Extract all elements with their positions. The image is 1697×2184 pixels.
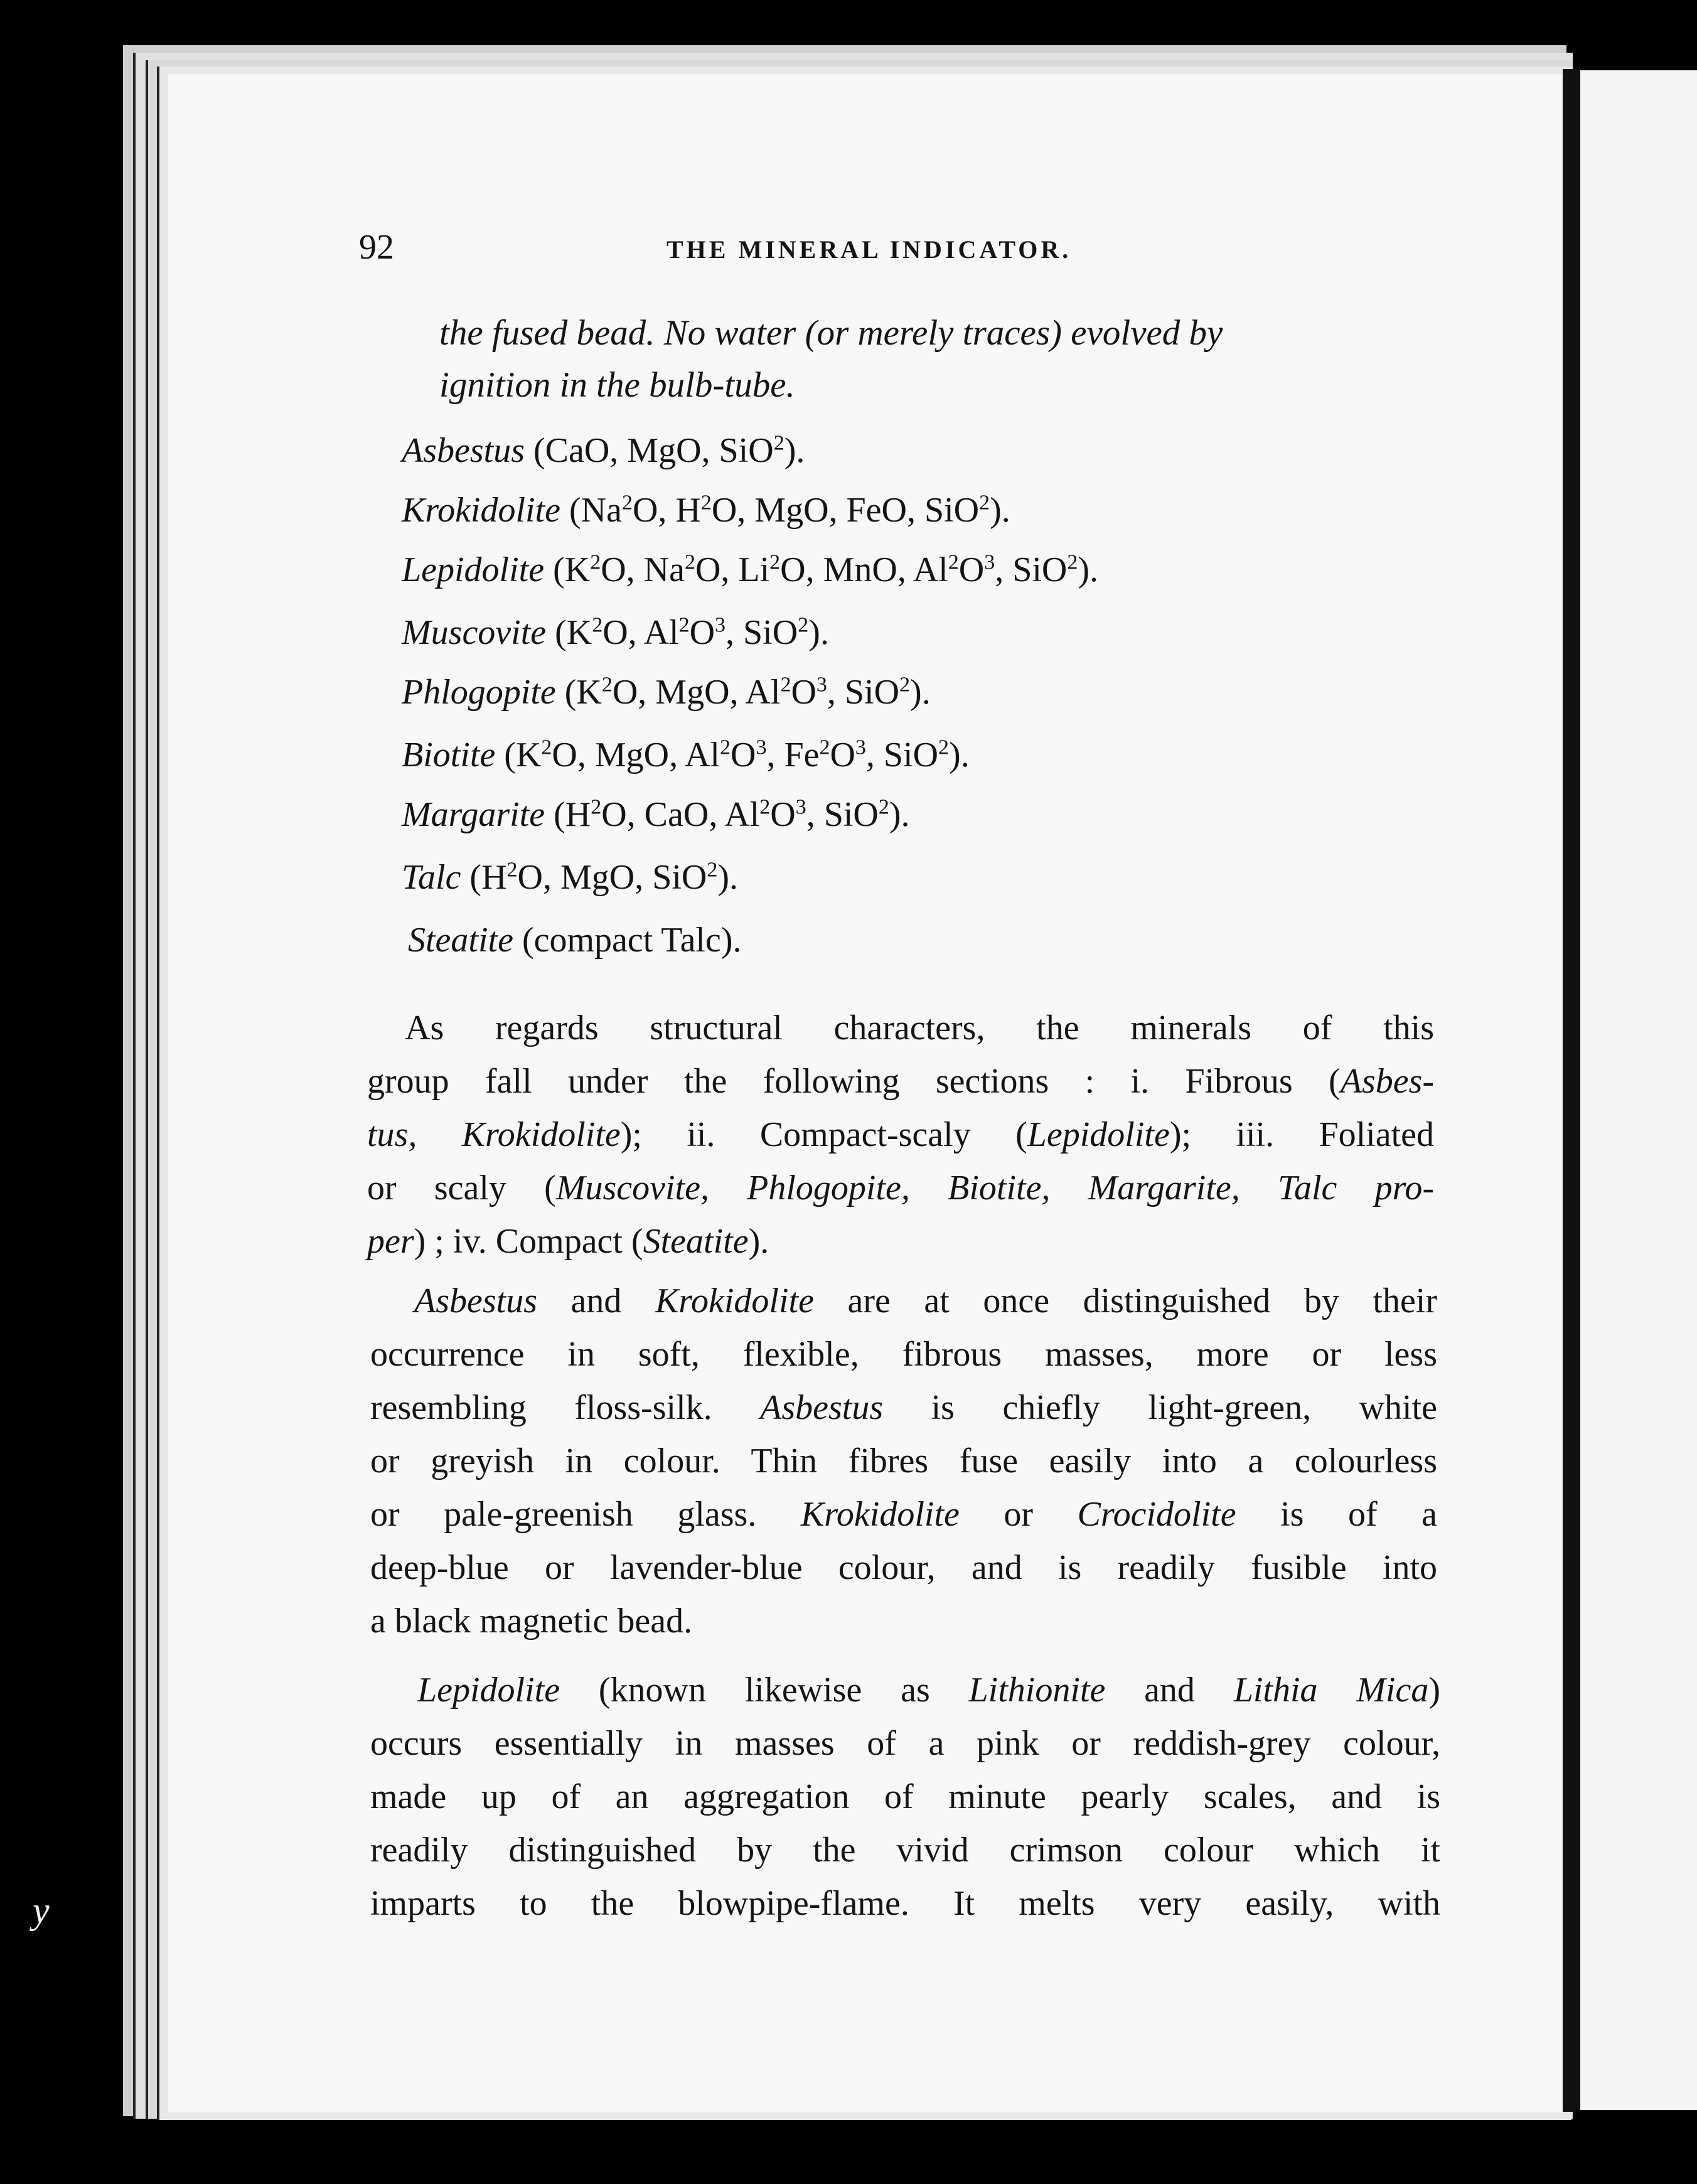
mineral-name: Biotite	[402, 736, 496, 774]
mineral-formula: (CaO, MgO, SiO$^2$).	[533, 431, 805, 470]
para1-line: As regards structural characters, the minerals of this	[405, 1009, 1434, 1047]
para1-line: tus, Krokidolite); ii. Compact-scaly (Lepidolite); iii. Foliated	[367, 1115, 1434, 1154]
para3-line: imparts to the blowpipe-flame. It melts very easily, with	[370, 1884, 1440, 1923]
mineral-formula: (compact Talc).	[522, 921, 742, 960]
para3-line: Lepidolite (known likewise as Lithionite and Lithia Mica)	[417, 1671, 1441, 1710]
mineral-entry	[402, 675, 931, 710]
mineral-name: Talc	[402, 858, 461, 897]
mineral-formula: ($H^2O$, CaO, $Al^2O^3$, SiO$^2$).	[554, 795, 910, 834]
mineral-entry	[402, 552, 1098, 587]
mineral-name: Phlogopite	[402, 673, 556, 712]
para2-line: a black magnetic bead.	[370, 1602, 693, 1641]
mineral-name: Krokidolite	[402, 491, 561, 530]
para2-line: Asbestus and Krokidolite are at once distinguished by their	[414, 1282, 1438, 1320]
para1-line: or scaly (Muscovite, Phlogopite, Biotite, Margarite, Talc pro-	[367, 1169, 1434, 1207]
intro-line: ignition in the bulb-tube.	[439, 365, 795, 405]
para2-line: or greyish in colour. Thin fibres fuse easily into a colourless	[370, 1442, 1437, 1480]
mineral-entry	[402, 797, 910, 832]
mineral-formula: ($K^2O$, Na$^2$O, Li$^2$O, MnO, $Al^2O^3$, SiO$^2$).	[553, 550, 1099, 589]
para2-line: resembling floss-silk. Asbestus is chiefly light-green, white	[370, 1388, 1437, 1427]
mineral-entry	[402, 433, 805, 468]
mineral-name: Muscovite	[402, 613, 547, 652]
running-title: THE MINERAL INDICATOR.	[666, 235, 1072, 264]
mineral-entry	[402, 860, 738, 895]
mineral-formula: ($K^2O$, $Al^2O^3$, SiO$^2$).	[555, 613, 829, 652]
mineral-name: Lepidolite	[402, 550, 545, 589]
intro-line: the fused bead. No water (or merely traces) evolved by	[439, 313, 1223, 353]
mineral-formula: ($K^2O$, MgO, $Al^2O^3$, SiO$^2$).	[564, 673, 931, 712]
facing-page	[1577, 70, 1697, 2110]
mineral-formula: ($K^2O$, MgO, $Al^2O^3$, $Fe^2O^3$, SiO$^2$).	[504, 736, 970, 774]
margin-mark: y	[33, 1890, 50, 1931]
mineral-formula: ($H^2O$, MgO, SiO$^2$).	[469, 858, 738, 897]
para2-line: deep-blue or lavender-blue colour, and is readily fusible into	[370, 1548, 1437, 1587]
mineral-name: Steatite	[408, 921, 513, 960]
para3-line: occurs essentially in masses of a pink or reddish-grey colour,	[370, 1724, 1440, 1763]
mineral-entry	[402, 493, 1010, 528]
para3-line: readily distinguished by the vivid crimson colour which it	[370, 1831, 1440, 1870]
running-head	[359, 227, 1438, 271]
para2-line: occurrence in soft, flexible, fibrous masses, more or less	[370, 1335, 1437, 1374]
mineral-formula: (Na$^2$O, $H^2O$, MgO, FeO, SiO$^2$).	[569, 491, 1010, 530]
gutter	[1563, 69, 1577, 2112]
mineral-entry	[402, 615, 829, 650]
mineral-name: Margarite	[402, 795, 545, 834]
mineral-entry	[408, 923, 742, 958]
para1-line: per) ; iv. Compact (Steatite).	[367, 1222, 769, 1261]
para3-line: made up of an aggregation of minute pearly scales, and is	[370, 1777, 1440, 1816]
mineral-name: Asbestus	[402, 431, 525, 470]
page-number: 92	[359, 228, 394, 267]
para1-line: group fall under the following sections : i. Fibrous (Asbes-	[367, 1062, 1434, 1101]
mineral-entry	[402, 737, 970, 773]
para2-line: or pale-greenish glass. Krokidolite or Crocidolite is of a	[370, 1495, 1437, 1534]
